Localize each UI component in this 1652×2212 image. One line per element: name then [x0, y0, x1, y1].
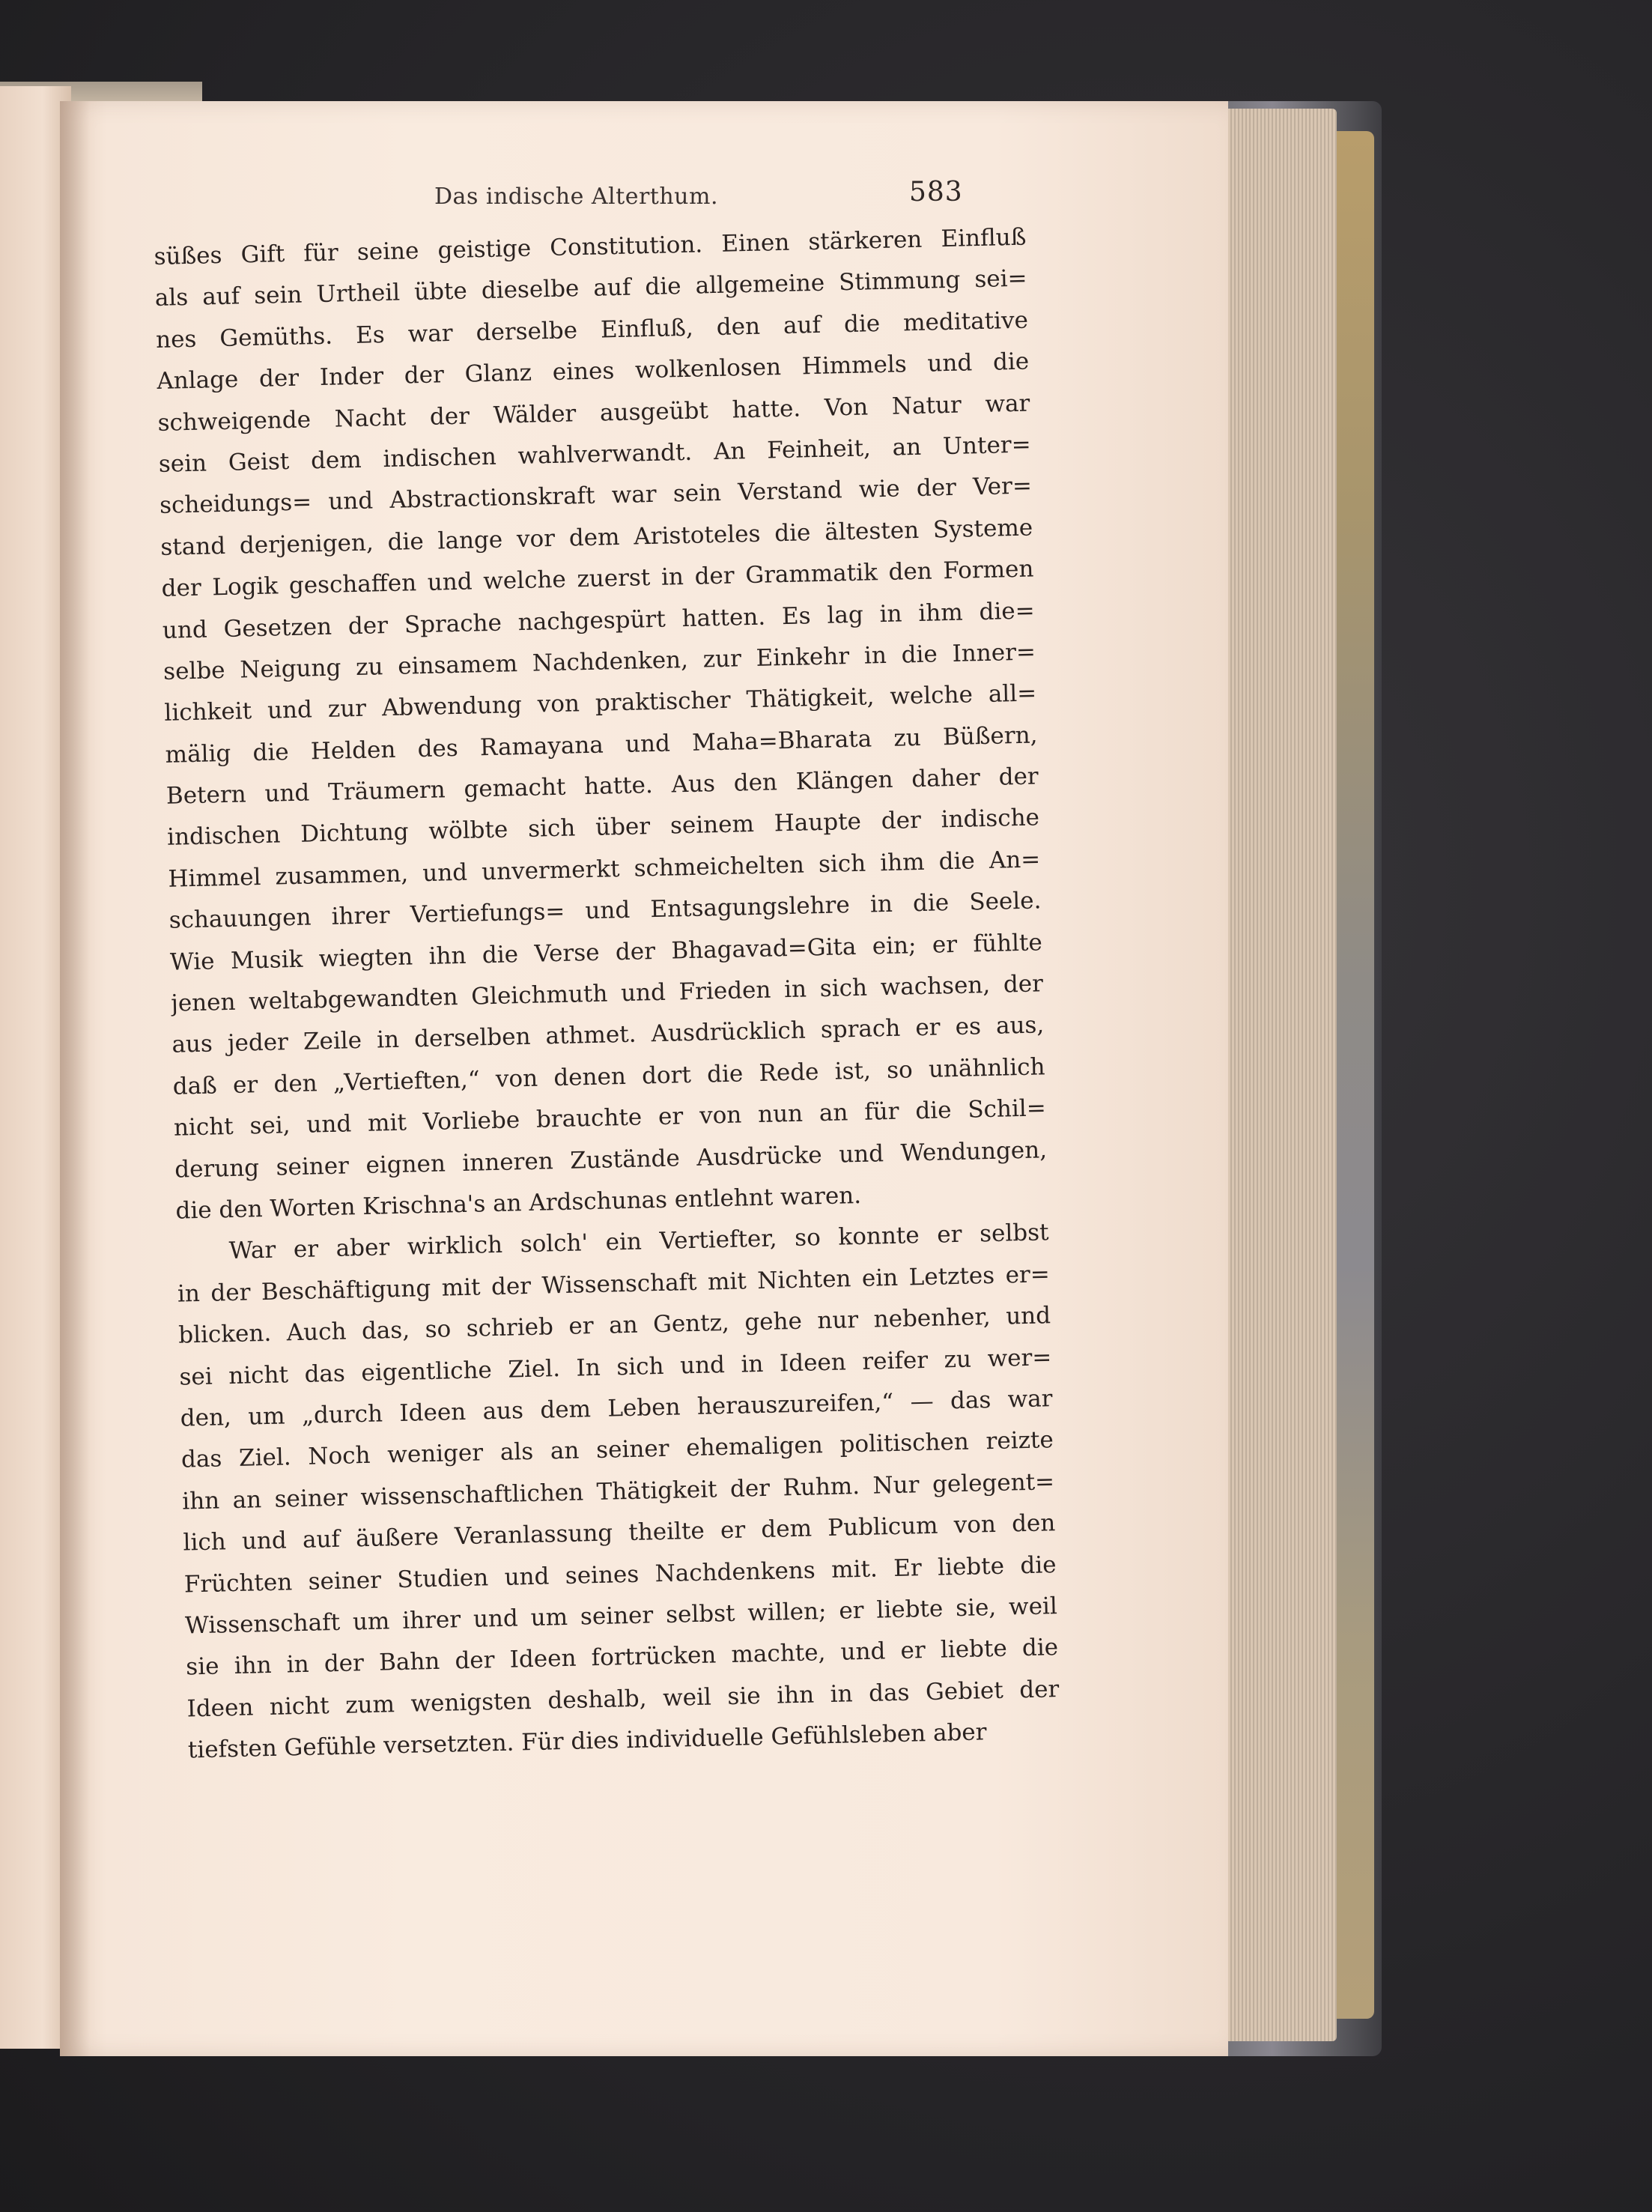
- text-line: jenen weltabgewandten Gleichmuth und Frieden in sich wachsen, der: [170, 970, 1044, 1017]
- running-title: Das indische Alterthum.: [434, 184, 718, 210]
- text-line: als auf sein Urtheil übte dieselbe auf die allgemeine Stimmung sei=: [154, 264, 1027, 312]
- text-line: stand derjenigen, die lange vor dem Aristoteles die ältesten Systeme: [160, 514, 1033, 561]
- text-line: Betern und Träumern gemacht hatte. Aus den Klängen daher der: [165, 763, 1039, 810]
- cover-marbled-paper: [1337, 131, 1374, 2019]
- text-line: indischen Dichtung wölbte sich über seinem Haupte der indische: [166, 804, 1040, 852]
- text-line: tiefsten Gefühle versetzten. Für dies individuelle Gefühlsleben aber: [187, 1718, 987, 1764]
- text-line: schauungen ihrer Vertiefungs= und Entsagungslehre in die Seele.: [168, 887, 1042, 935]
- text-line: süßes Gift für seine geistige Constitution. Einen stärkeren Einfluß: [154, 223, 1027, 270]
- text-line: und Gesetzen der Sprache nachgespürt hatten. Es lag in ihm die=: [162, 596, 1036, 644]
- text-line: War er aber wirklich solch' ein Vertiefter, so konnte er selbst: [228, 1219, 1049, 1265]
- text-line: derung seiner eignen inneren Zustände Ausdrücke und Wendungen,: [174, 1136, 1048, 1184]
- text-line: der Logik geschaffen und welche zuerst in der Grammatik den Formen: [161, 555, 1034, 602]
- text-line: lich und auf äußere Veranlassung theilte er dem Publicum von den: [183, 1509, 1056, 1557]
- text-line: mälig die Helden des Ramayana und Maha=Bharata zu Büßern,: [165, 721, 1038, 769]
- text-line: blicken. Auch das, so schrieb er an Gentz, gehe nur nebenher, und: [177, 1302, 1051, 1349]
- text-line: ihn an seiner wissenschaftlichen Thätigkeit der Ruhm. Nur gelegent=: [181, 1467, 1055, 1515]
- text-line: Wissenschaft um ihrer und um seiner selbst willen; er liebte sie, weil: [184, 1592, 1058, 1640]
- text-line: aus jeder Zeile in derselben athmet. Ausdrücklich sprach er es aus,: [171, 1011, 1045, 1059]
- page-number: 583: [909, 177, 963, 207]
- page-edges: [1213, 109, 1337, 2041]
- text-line: nes Gemüths. Es war derselbe Einfluß, den auf die meditative: [155, 306, 1029, 354]
- text-line: Anlage der Inder der Glanz eines wolkenlosen Himmels und die: [156, 348, 1030, 396]
- text-line: die den Worten Krischna's an Ardschunas entlehnt waren.: [175, 1181, 862, 1225]
- text-line: sie ihn in der Bahn der Ideen fortrücken machte, und er liebte die: [185, 1634, 1059, 1681]
- text-line: Ideen nicht zum wenigsten deshalb, weil sie ihn in das Gebiet der: [186, 1675, 1060, 1723]
- text-line: schweigende Nacht der Wälder ausgeübt hatte. Von Natur war: [157, 390, 1030, 437]
- text-line: daß er den „Vertieften,“ von denen dort die Rede ist, so unähnlich: [172, 1053, 1045, 1100]
- book-gutter: [60, 101, 90, 2056]
- page-body-text: [154, 217, 1060, 1772]
- text-line: scheidungs= und Abstractionskraft war sein Verstand wie der Ver=: [159, 472, 1033, 520]
- text-line: lichkeit und zur Abwendung von praktischer Thätigkeit, welche all=: [164, 679, 1037, 727]
- text-line: nicht sei, und mit Vorliebe brauchte er von nun an für die Schil=: [173, 1094, 1047, 1142]
- text-line: selbe Neigung zu einsamem Nachdenken, zur Einkehr in die Inner=: [163, 638, 1036, 685]
- text-line: das Ziel. Noch weniger als an seiner ehemaligen politischen reizte: [180, 1426, 1054, 1473]
- text-line: sei nicht das eigentliche Ziel. In sich und in Ideen reifer zu wer=: [179, 1343, 1052, 1391]
- text-line: den, um „durch Ideen aus dem Leben herauszureifen,“ — das war: [180, 1385, 1053, 1432]
- text-line: Himmel zusammen, und unvermerkt schmeichelten sich ihm die An=: [168, 846, 1041, 893]
- text-line: Früchten seiner Studien und seines Nachdenkens mit. Er liebte die: [183, 1551, 1057, 1599]
- text-line: in der Beschäftigung mit der Wissenschaft mit Nichten ein Letztes er=: [177, 1260, 1051, 1308]
- text-line: sein Geist dem indischen wahlverwandt. An Feinheit, an Unter=: [158, 431, 1032, 478]
- text-line: Wie Musik wiegten ihn die Verse der Bhagavad=Gita ein; er fühlte: [169, 928, 1043, 976]
